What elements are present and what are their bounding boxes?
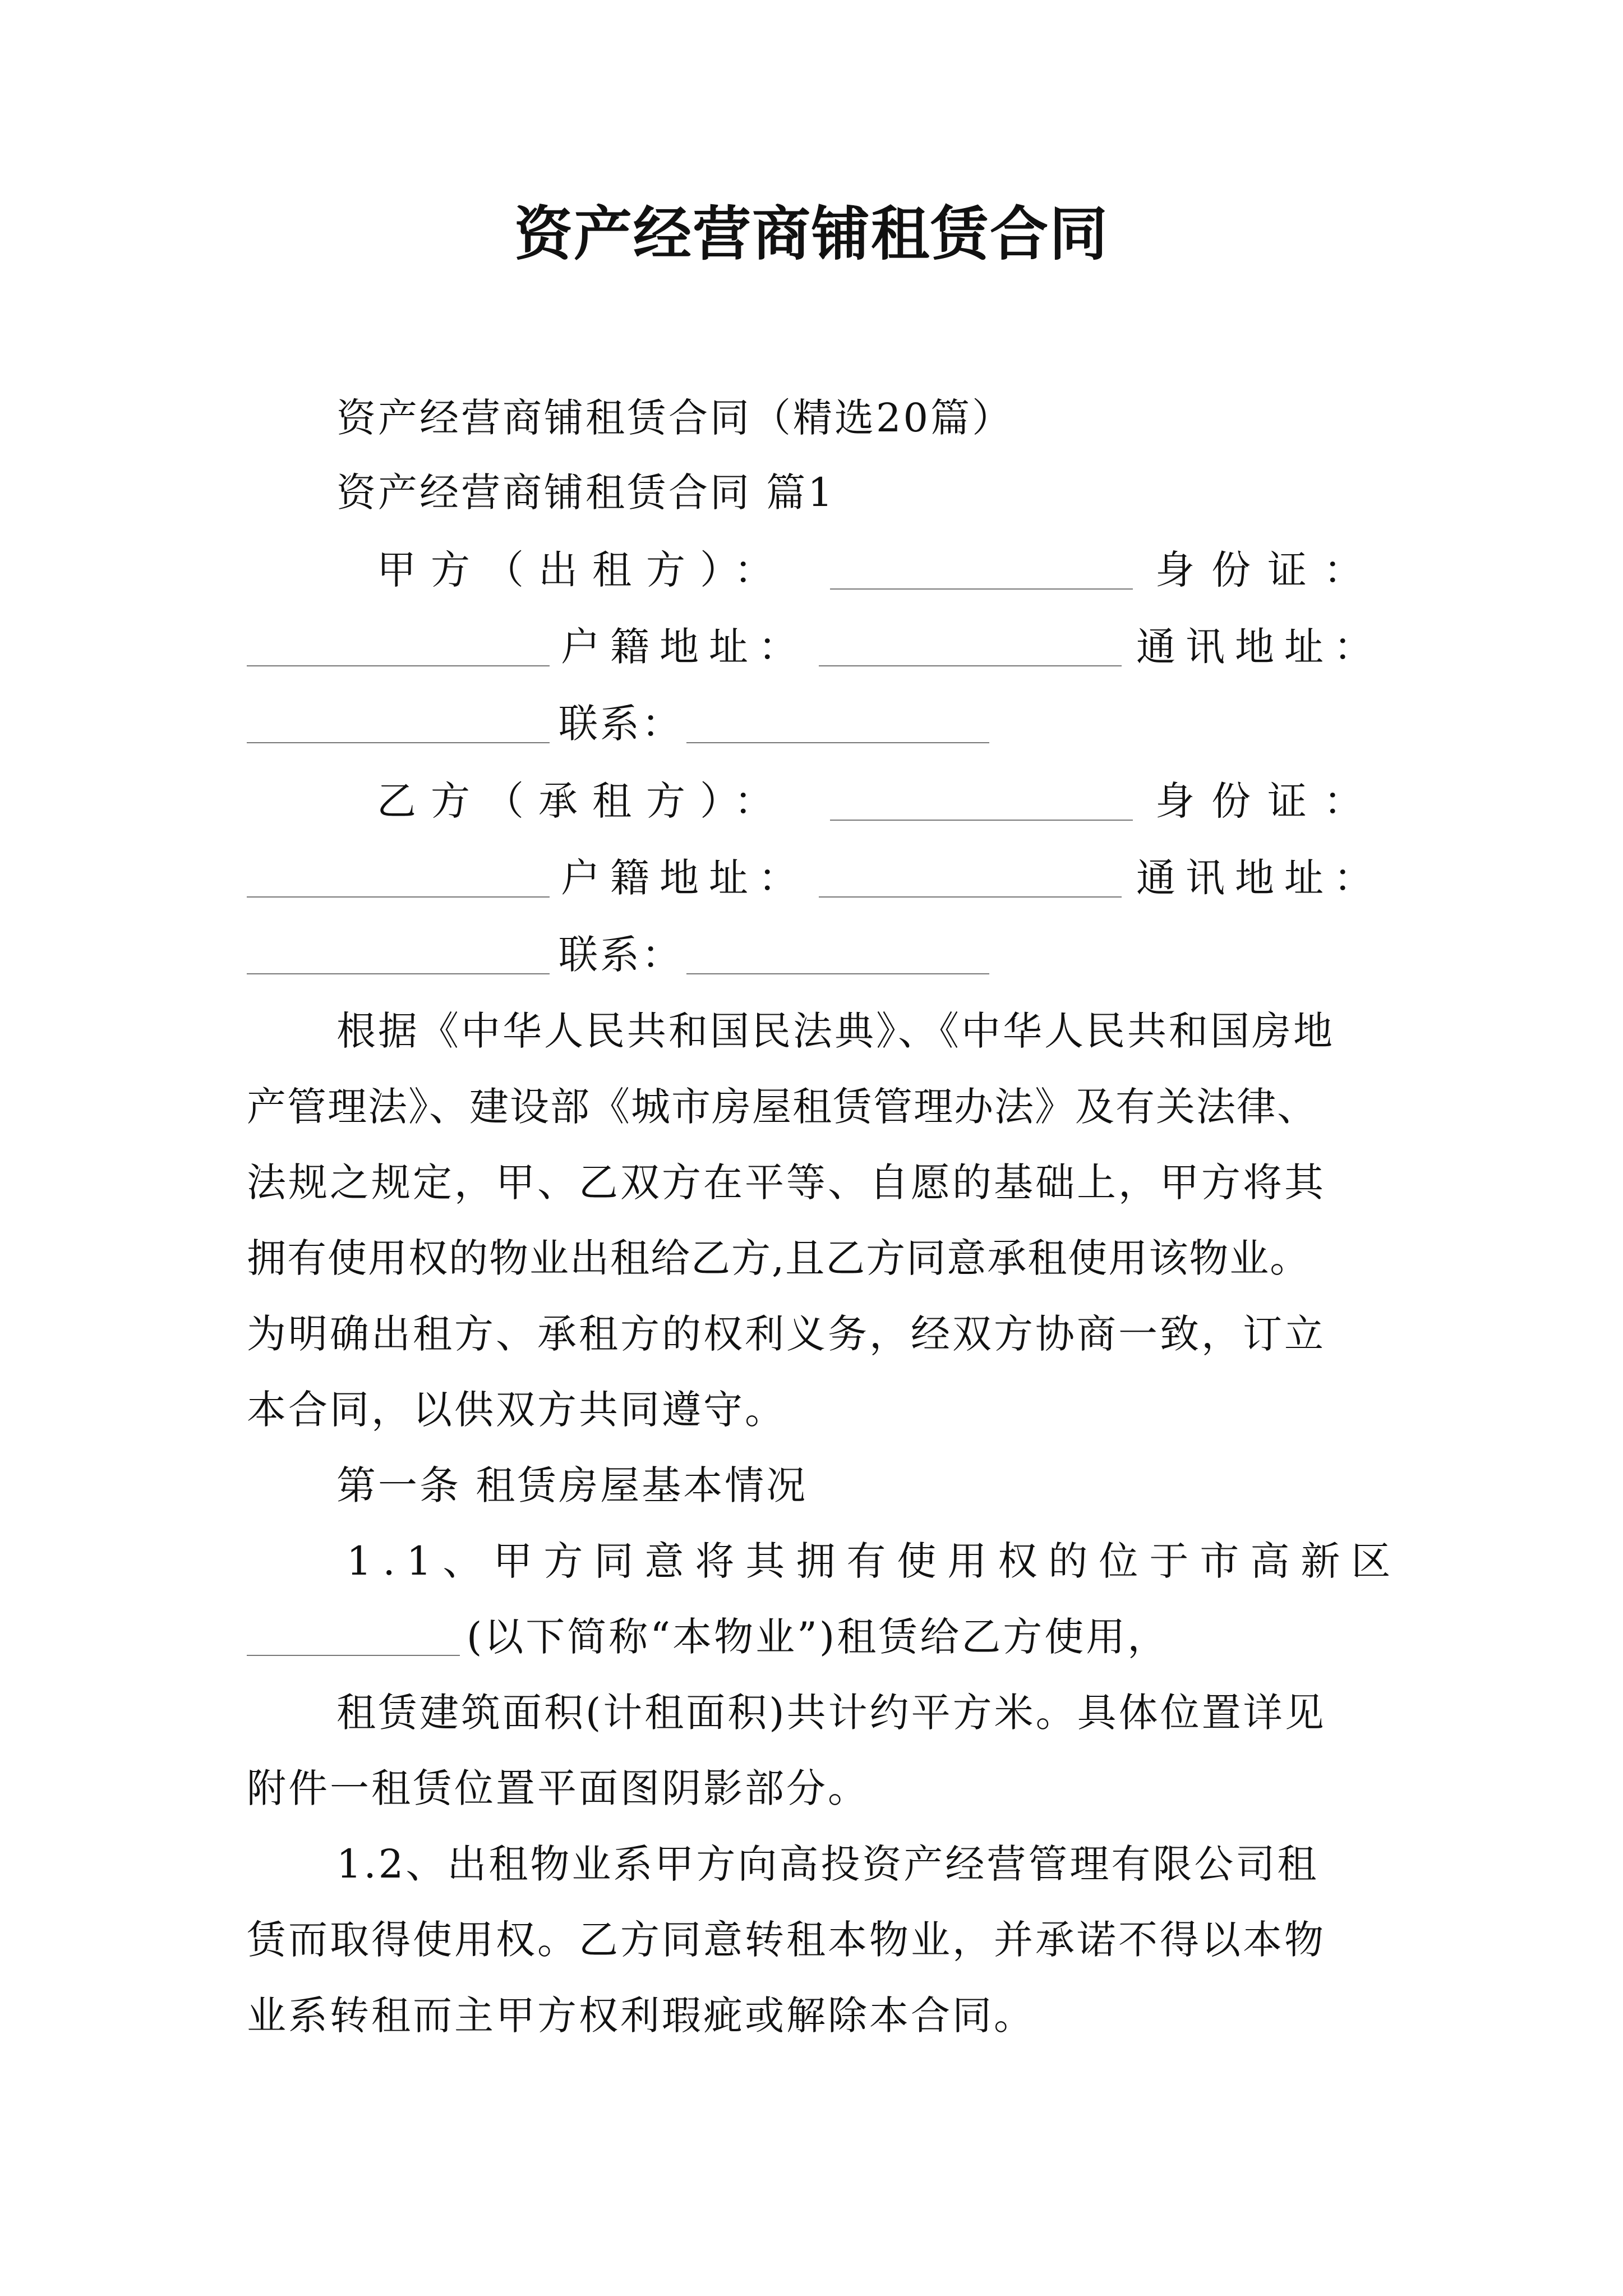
party-a-id-label: 身份证： — [1155, 547, 1380, 593]
preamble-line: 产管理法》、建设部《城市房屋租赁管理办法》及有关法律、 — [247, 1084, 1317, 1130]
preamble-line: 根据《中华人民共和国民法典》、《中华人民共和国房地 — [336, 1008, 1335, 1054]
section-heading: 资产经营商铺租赁合同 篇1 — [336, 470, 835, 516]
party-a-name-blank[interactable] — [830, 588, 1133, 590]
party-b-household-address-blank[interactable] — [819, 896, 1122, 898]
article-1-heading: 第一条 租赁房屋基本情况 — [336, 1462, 808, 1508]
party-b-mailing-address-blank[interactable] — [247, 973, 550, 974]
party-a-mailing-address-label: 通讯地址： — [1136, 624, 1383, 670]
clause-1-1-text: 1.1、甲方同意将其拥有使用权的位于市高新区 — [347, 1538, 1402, 1584]
clause-1-2-line: 1.2、出租物业系甲方向高投资产经营管理有限公司租 — [336, 1841, 1319, 1887]
party-b-id-blank[interactable] — [247, 896, 550, 898]
clause-1-2-line: 赁而取得使用权。乙方同意转租本物业，并承诺不得以本物 — [247, 1917, 1326, 1963]
document-title: 资产经营商铺租赁合同 — [514, 200, 1109, 268]
clause-1-1-text-continued: (以下简称“本物业”)租赁给乙方使用， — [467, 1614, 1169, 1660]
party-a-contact-label: 联系： — [559, 701, 683, 747]
party-a-contact-blank[interactable] — [686, 742, 989, 743]
preamble-line: 法规之规定，甲、乙双方在平等、自愿的基础上，甲方将其 — [247, 1159, 1326, 1205]
area-line: 附件一租赁位置平面图阴影部分。 — [247, 1765, 869, 1811]
party-a-mailing-address-blank[interactable] — [247, 742, 550, 743]
party-b-contact-blank[interactable] — [686, 973, 989, 974]
preamble-line: 为明确出租方、承租方的权利义务，经双方协商一致，订立 — [247, 1311, 1326, 1357]
clause-1-1-location-blank[interactable] — [247, 1655, 460, 1656]
party-a-label: 甲方（出租方）： — [377, 547, 788, 593]
area-line: 租赁建筑面积(计租面积)共计约平方米。具体位置详见 — [336, 1690, 1326, 1736]
party-b-id-label: 身份证： — [1155, 778, 1380, 824]
clause-1-2-line: 业系转租而主甲方权利瑕疵或解除本合同。 — [247, 1993, 1035, 2039]
document-subtitle: 资产经营商铺租赁合同（精选20篇） — [336, 395, 1014, 441]
party-a-id-blank[interactable] — [247, 665, 550, 666]
preamble-line: 拥有使用权的物业出租给乙方,且乙方同意承租使用该物业。 — [247, 1235, 1311, 1281]
party-b-household-address-label: 户籍地址： — [561, 855, 808, 901]
party-b-name-blank[interactable] — [830, 820, 1133, 821]
party-a-household-address-blank[interactable] — [819, 665, 1122, 666]
party-b-contact-label: 联系： — [559, 932, 683, 978]
party-b-mailing-address-label: 通讯地址： — [1136, 855, 1383, 901]
party-a-household-address-label: 户籍地址： — [561, 624, 808, 670]
party-b-label: 乙方（承租方）： — [377, 778, 788, 824]
preamble-line: 本合同，以供双方共同遵守。 — [247, 1387, 786, 1433]
